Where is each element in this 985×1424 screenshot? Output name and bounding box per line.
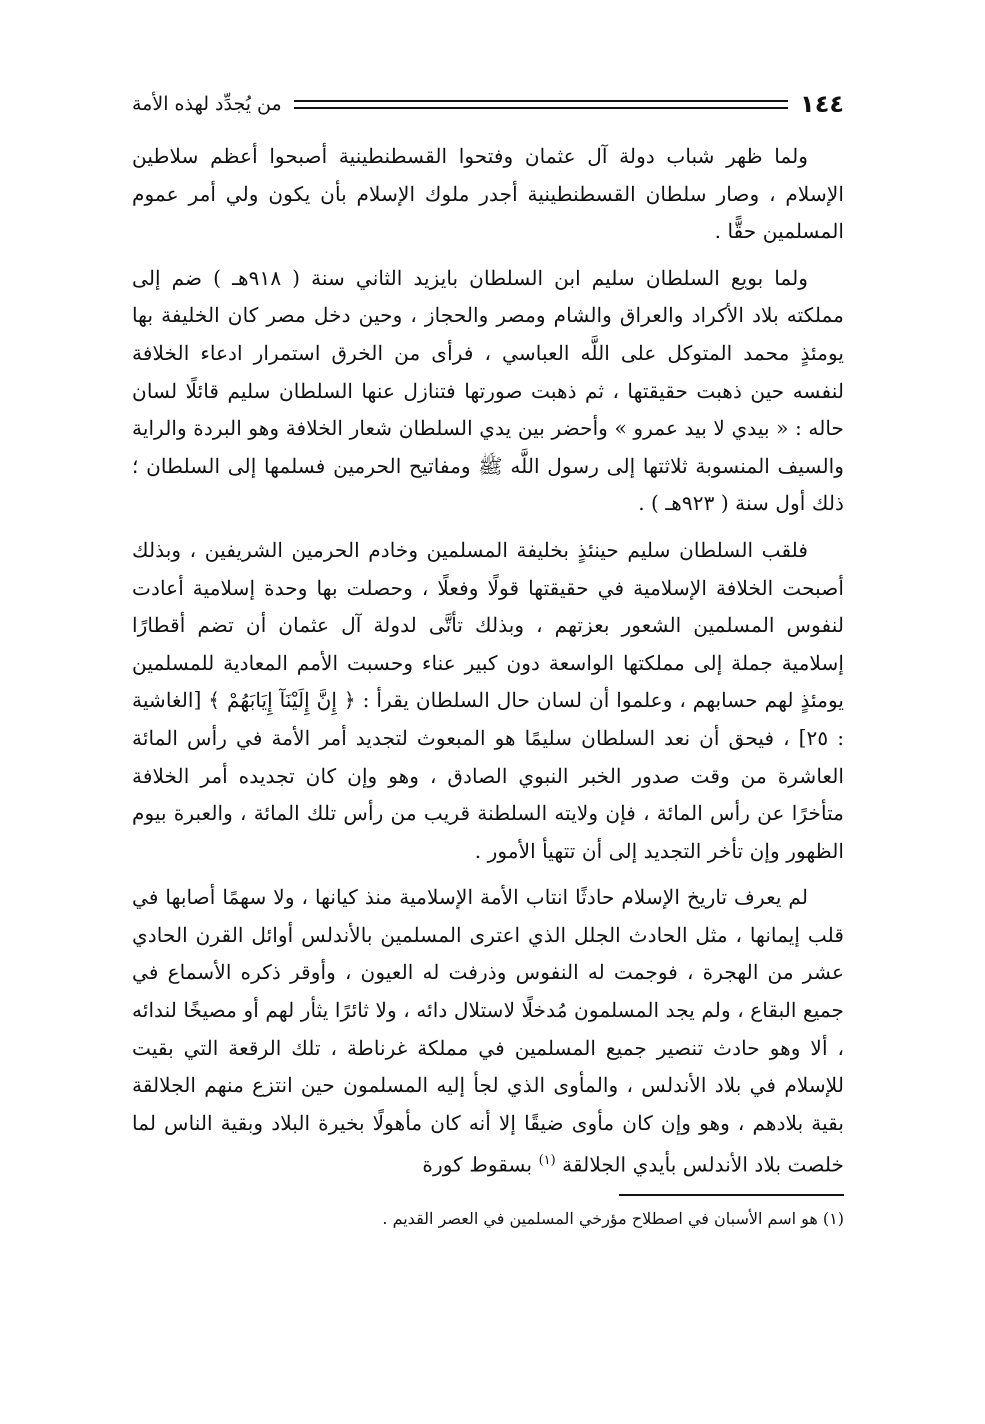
footnote-reference: (١) <box>538 1153 556 1169</box>
paragraph-4-text: لم يعرف تاريخ الإسلام حادثًا انتاب الأمة الإسلامية منذ كيانها ، ولا سهمًا أصابها في قلب إيمانها ، مثل الحادث الجلل الذي اعترى المسلمين بالأندلس أوائل القرن الحادي عشر من الهجرة ، فوجمت له النفوس وذرفت له العيون ، وأوقر ذكره الأسماع في جميع البقاع ، ولم يجد المسلمون مُدخلًا لاستلال دائه ، ولا ثائرًا يثأر لهم أو مصيخًا لندائه ، ألا وهو حادث تنصير جميع المسلمين في مملكة غرناطة ، تلك الرقعة التي بقيت للإسلام في بلاد الأندلس ، والمأوى الذي لجأ إليه المسلمون حين انتزع منهم الجلالقة بقية بلادهم ، وهو وإن كان مأوى ضيقًا إلا أنه كان مأهولًا بخيرة البلاد وبقية الناس لما خلصت بلاد الأندلس بأيدي الجلالقة <box>132 885 844 1178</box>
paragraph-4 <box>132 879 844 1184</box>
running-header <box>132 84 844 124</box>
page-number: ١٤٤ <box>800 90 844 118</box>
footnote-separator <box>619 1194 844 1196</box>
paragraph-3: فلقب السلطان سليم حينئذٍ بخليفة المسلمين وخادم الحرمين الشريفين ، وبذلك أصبحت الخلافة الإسلامية في حقيقتها قولًا وفعلًا ، وحصلت بها وحدة إسلامية أعادت لنفوس المسلمين الشعور بعزتهم ، وبذلك تأتَّى لدولة آل عثمان أن تضم أقطارًا إسلامية جملة إلى مملكتها الواسعة دون كبير عناء وحسبت الأمم المعادية للمسلمين يومئذٍ لهم حسابهم ، وعلموا أن لسان حال السلطان يقرأ : ﴿ إِنَّ إِلَيْنَآ إِيَابَهُمْ ﴾ [الغاشية : ٢٥] ، فيحق أن نعد السلطان سليمًا هو المبعوث لتجديد أمر الأمة في رأس المائة العاشرة من وقت صدور الخبر النبوي الصادق ، وهو وإن كان تجديده أمر الخلافة متأخرًا عن رأس المائة ، فإن ولايته السلطنة قريب من رأس تلك المائة ، والعبرة بيوم الظهور وإن تأخر التجديد إلى أن تتهيأ الأمور . <box>132 537 845 863</box>
paragraph-1: ولما ظهر شباب دولة آل عثمان وفتحوا القسطنطينية أصبحوا أعظم سلاطين الإسلام ، وصار سلطان القسطنطينية أجدر ملوك الإسلام بأن يكون ولي أمر عموم المسلمين حقًّا . <box>132 144 844 244</box>
running-title: من يُجدِّد لهذه الأمة <box>132 93 282 115</box>
book-page <box>132 84 844 1232</box>
header-double-rule <box>294 100 788 109</box>
paragraph-4-tail: بسقوط كورة <box>422 1153 533 1178</box>
paragraph-2: ولما بويع السلطان سليم ابن السلطان بايزيد الثاني سنة ( ٩١٨هـ ) ضم إلى مملكته بلاد الأكراد والعراق والشام ومصر والحجاز ، وحين دخل مصر كان الخليفة بها يومئذٍ محمد المتوكل على اللَّه العباسي ، فرأى من الخرق استمرار ادعاء الخلافة لنفسه حين ذهبت حقيقتها ، ثم ذهبت صورتها فتنازل عنها السلطان سليم قائلًا لسان حاله : « بيدي لا بيد عمرو » وأحضر بين يدي السلطان شعار الخلافة وهو البردة والراية والسيف المنسوبة ثلاثتها إلى رسول اللَّه ﷺ ومفاتيح الحرمين فسلمها إلى السلطان ؛ ذلك أول سنة ( ٩٢٣هـ ) . <box>132 265 844 516</box>
body-text <box>132 138 844 1185</box>
footnote: (١) هو اسم الأسبان في اصطلاح مؤرخي المسلمين في العصر القديم . <box>382 1208 844 1228</box>
